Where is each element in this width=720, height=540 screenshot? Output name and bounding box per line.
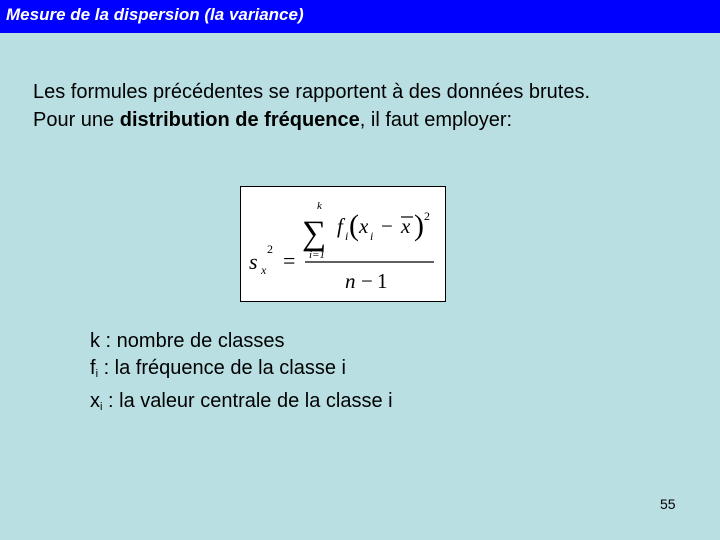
denominator-one: 1 bbox=[377, 269, 388, 293]
lhs-s: s bbox=[249, 249, 258, 274]
xi-base: x bbox=[90, 390, 100, 412]
fi-base: f bbox=[90, 357, 96, 379]
formula-svg bbox=[241, 187, 445, 301]
intro-line-2 bbox=[33, 106, 713, 134]
intro-text bbox=[33, 78, 713, 134]
variance-formula bbox=[240, 186, 446, 302]
fi-sub: i bbox=[95, 368, 99, 380]
slide-title: Mesure de la dispersion (la variance) bbox=[6, 5, 304, 24]
x-letter: x bbox=[359, 214, 369, 238]
numerator-exp: 2 bbox=[424, 209, 430, 223]
definitions-list bbox=[90, 328, 393, 421]
x-sub: i bbox=[370, 229, 374, 243]
open-paren: ( bbox=[349, 209, 359, 242]
f-letter: f bbox=[337, 214, 343, 238]
sum-symbol: ∑ bbox=[302, 215, 327, 252]
sum-upper: k bbox=[317, 200, 322, 212]
x-bar-letter: x bbox=[401, 214, 411, 238]
xi-sub: i bbox=[100, 401, 103, 413]
xi-text: : la valeur centrale de la classe i bbox=[102, 390, 393, 412]
definition-xi bbox=[90, 388, 393, 421]
denominator-minus: − bbox=[361, 269, 373, 293]
denominator-n: n bbox=[345, 269, 356, 293]
intro-line-1: Les formules précédentes se rapportent à des données brutes. bbox=[33, 81, 591, 103]
minus-sign: − bbox=[381, 214, 393, 238]
fi-text: : la fréquence de la classe i bbox=[98, 357, 346, 379]
definition-fi bbox=[90, 355, 393, 388]
intro-line-2-start: Pour une bbox=[33, 109, 120, 131]
intro-bold-term: distribution de fréquence bbox=[119, 109, 360, 131]
intro-line-2-end: , il faut employer: bbox=[359, 109, 513, 131]
definition-k: k : nombre de classes bbox=[90, 330, 285, 352]
lhs-exp: 2 bbox=[267, 242, 273, 256]
lhs-sub-x: x bbox=[261, 263, 267, 277]
page-number: 55 bbox=[660, 496, 676, 512]
f-sub: i bbox=[345, 229, 349, 243]
title-bar bbox=[0, 0, 720, 33]
sum-lower: i=1 bbox=[309, 249, 325, 261]
close-paren: ) bbox=[414, 209, 424, 242]
equals-sign: = bbox=[283, 248, 296, 273]
